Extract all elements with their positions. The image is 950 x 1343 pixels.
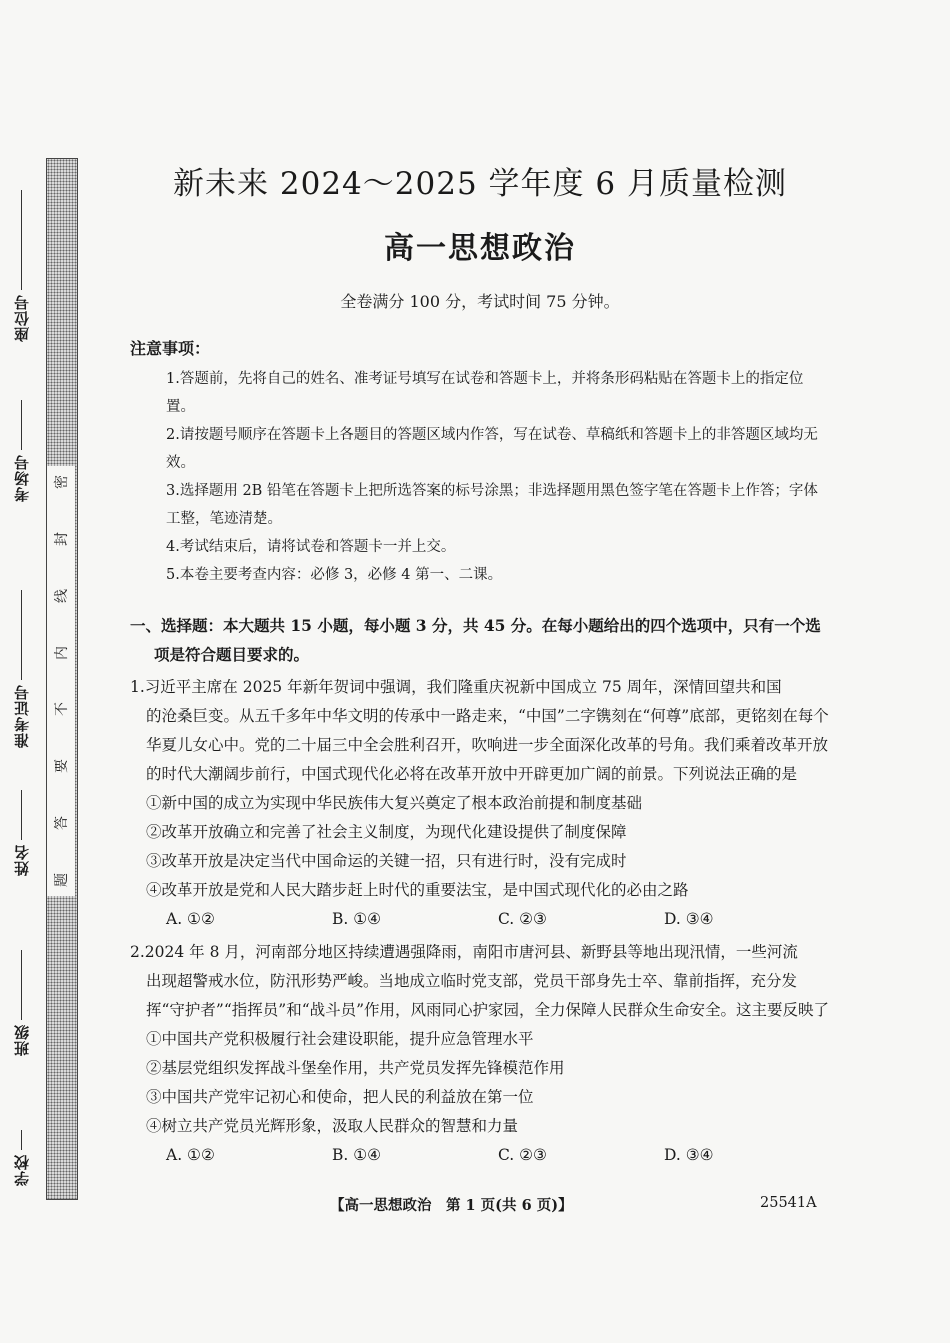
paper-code: 25541A [760,1195,817,1211]
name-field[interactable] [10,790,32,876]
answer-choice-a[interactable]: A. ①② [166,1146,215,1164]
notice-list [166,365,830,589]
exam-number-field[interactable] [10,590,32,748]
section-heading-line: 一、选择题：本大题共 15 小题，每小题 3 分，共 45 分。在每小题给出的四个选项中，只有一个选 [130,616,821,635]
question-options [130,789,830,905]
question-stem-rest: 的沧桑巨变。从五千多年中华文明的传承中一路走来，“中国”二字镌刻在“何尊”底部，更铭刻在每个华夏儿女心中。党的二十届三中全会胜利召开，吹响进一步全面深化改革的号角。我们乘着改革开放的时代大潮阔步前行，中国式现代化必将在改革开放中开辟更加广阔的前景。下列说法正确的是 [146,707,829,783]
exam-title: 新未来 2024～2025 学年度 6 月质量检测 [173,166,787,202]
seal-char: 要 [54,759,70,774]
question-stem-rest: 出现超警戒水位，防汛形势严峻。当地成立临时党支部，党员干部身先士卒、靠前指挥，充分发挥“守护者”“指挥员”和“战斗员”作用，风雨同心护家园，全力保障人民群众生命安全。这主要反映了 [146,972,830,1019]
answer-choice-c[interactable]: C. ②③ [498,910,547,928]
question-stem [130,673,830,789]
answer-choice-b[interactable]: B. ①④ [332,910,382,928]
seal-char: 不 [54,702,70,717]
seal-char: 题 [54,872,70,887]
school-label: 学校 [12,1154,31,1186]
answer-choices [130,905,830,934]
question-stem [130,938,830,1025]
seal-char: 线 [54,588,70,603]
seal-line-text [47,466,75,896]
seat-field[interactable] [10,190,32,342]
statement: ④改革开放是党和人民大踏步赶上时代的重要法宝，是中国式现代化的必由之路 [146,881,689,899]
statement: ②基层党组织发挥战斗堡垒作用，共产党员发挥先锋模范作用 [146,1059,565,1077]
answer-choices [130,1141,830,1170]
room-field[interactable] [10,400,32,502]
question-options [130,1025,830,1141]
notice-item: 5.本卷主要考查内容：必修 3，必修 4 第一、二课。 [166,567,503,583]
notice-heading: 注意事项： [130,339,211,358]
notice-item: 4.考试结束后，请将试卷和答题卡一并上交。 [166,539,456,555]
exam-page [130,150,830,1170]
question-stem-first: 1.习近平主席在 2025 年新年贺词中强调，我们隆重庆祝新中国成立 75 周年，深情回望共和国 [130,678,782,696]
seal-char: 封 [54,531,70,546]
class-label: 班级 [12,1024,31,1056]
seat-label: 座位号 [12,294,31,342]
notice-item: 2.请按题号顺序在答题卡上各题目的答题区域内作答，写在试卷、草稿纸和答题卡上的非答题区域均无效。 [166,427,818,471]
statement: ①新中国的成立为实现中华民族伟大复兴奠定了根本政治前提和制度基础 [146,794,643,812]
exam-number-label: 准考证号 [12,684,31,748]
statement: ①中国共产党积极履行社会建设职能，提升应急管理水平 [146,1030,534,1048]
seal-char: 密 [54,475,70,489]
seal-char: 内 [54,645,70,660]
statement: ③改革开放是决定当代中国命运的关键一招，只有进行时，没有完成时 [146,852,627,870]
seal-char: 答 [54,816,70,831]
subject-title: 高一思想政治 [384,231,576,266]
name-label: 姓名 [12,844,31,876]
answer-choice-d[interactable]: D. ③④ [664,910,714,928]
notice-item: 3.选择题用 2B 铅笔在答题卡上把所选答案的标号涂黑；非选择题用黑色签字笔在答题卡上作答；字体工整，笔迹清楚。 [166,483,818,527]
statement: ②改革开放确立和完善了社会主义制度，为现代化建设提供了制度保障 [146,823,627,841]
statement: ④树立共产党员光辉形象，汲取人民群众的智慧和力量 [146,1117,519,1135]
room-label: 考场号 [12,454,31,502]
notice-item: 1.答题前，先将自己的姓名、准考证号填写在试卷和答题卡上，并将条形码粘贴在答题卡上的指定位置。 [166,371,804,415]
answer-choice-a[interactable]: A. ①② [166,910,215,928]
exam-info: 全卷满分 100 分，考试时间 75 分钟。 [340,292,620,311]
answer-choice-d[interactable]: D. ③④ [664,1146,714,1164]
statement: ③中国共产党牢记初心和使命，把人民的利益放在第一位 [146,1088,534,1106]
section-heading [130,611,830,669]
class-field[interactable] [10,950,32,1056]
question-1 [130,673,830,934]
section-heading-line: 项是符合题目要求的。 [154,645,310,664]
binding-margin [0,170,40,1200]
question-2 [130,938,830,1170]
school-field[interactable] [10,1130,32,1186]
page-footer: 【高一思想政治 第 1 页(共 6 页)】 [330,1197,573,1214]
question-stem-first: 2.2024 年 8 月，河南部分地区持续遭遇强降雨，南阳市唐河县、新野县等地出现汛情，一些河流 [130,943,798,961]
answer-choice-c[interactable]: C. ②③ [498,1146,547,1164]
answer-choice-b[interactable]: B. ①④ [332,1146,382,1164]
